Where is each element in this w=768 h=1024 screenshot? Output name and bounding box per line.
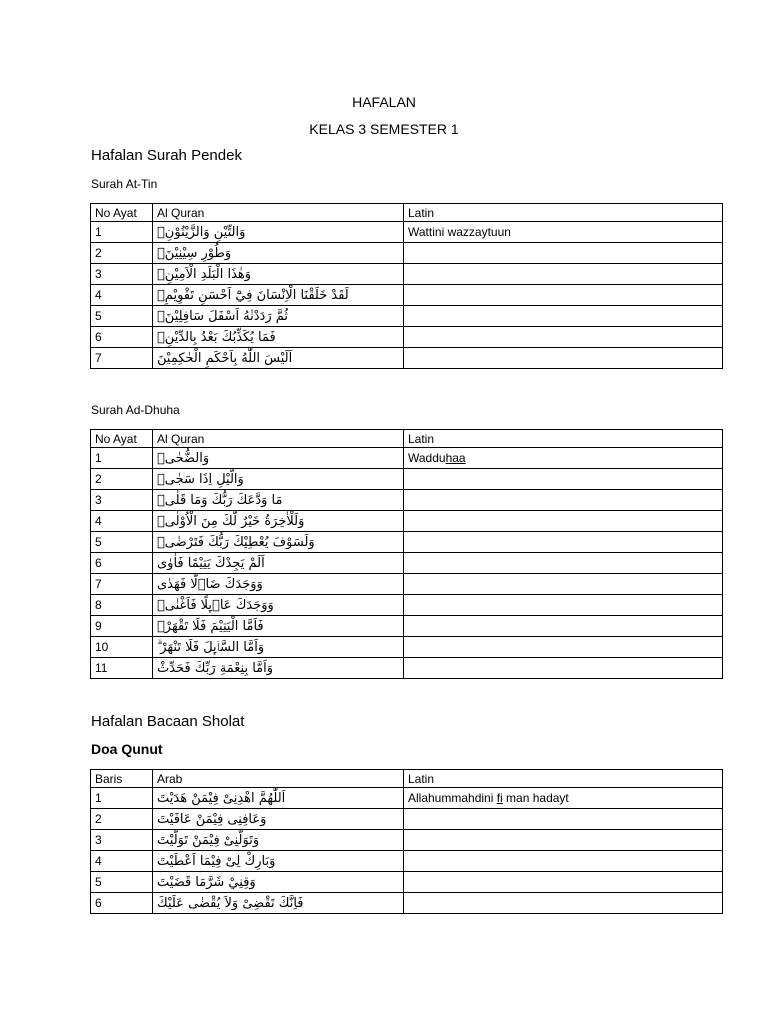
table-row bbox=[91, 809, 723, 830]
column-header: Baris bbox=[91, 770, 153, 788]
table-row bbox=[91, 490, 723, 511]
arabic-line: فَاِنَّكَ تَقْضِىْ وَلاَ يُقْضٰى عَلَيْكَ bbox=[157, 895, 304, 911]
arabic-verse: وَالَّيْلِ اِذَا سَجٰىۙ bbox=[157, 471, 244, 487]
latin-transliteration bbox=[404, 448, 723, 469]
arabic-verse: وَوَجَدَكَ عَاۤىِٕلًا فَاَغْنٰىۗ bbox=[157, 597, 274, 613]
arabic-verse: وَطُوْرِ سِيْنِيْنَۙ bbox=[157, 245, 232, 261]
surah-ad-dhuha-title: Surah Ad-Dhuha bbox=[91, 403, 180, 417]
ayat-number: 2 bbox=[91, 243, 153, 264]
table-header-row bbox=[91, 204, 723, 222]
ayat-number: 3 bbox=[91, 264, 153, 285]
column-header: Al Quran bbox=[153, 430, 404, 448]
line-number: 3 bbox=[91, 830, 153, 851]
line-number: 5 bbox=[91, 872, 153, 893]
page-title: HAFALAN bbox=[352, 94, 416, 110]
ayat-number: 11 bbox=[91, 658, 153, 679]
latin-transliteration bbox=[404, 872, 723, 893]
table-row bbox=[91, 285, 723, 306]
ayat-number: 5 bbox=[91, 306, 153, 327]
table-row bbox=[91, 658, 723, 679]
arabic-verse: اَلَمْ يَجِدْكَ يَتِيْمًا فَاٰوٰى bbox=[157, 555, 265, 571]
table-row bbox=[91, 532, 723, 553]
arabic-verse: وَالتِّيْنِ وَالزَّيْتُوْنِۙ bbox=[157, 224, 246, 240]
table-row bbox=[91, 222, 723, 243]
latin-transliteration bbox=[404, 595, 723, 616]
ayat-number: 10 bbox=[91, 637, 153, 658]
latin-text: Waddu bbox=[408, 451, 446, 465]
latin-transliteration bbox=[404, 893, 723, 914]
line-number: 4 bbox=[91, 851, 153, 872]
latin-transliteration bbox=[404, 327, 723, 348]
arabic-line: وَقِنِيْ شَرَّمَا قَضَيْتَ bbox=[157, 874, 256, 890]
table-row bbox=[91, 448, 723, 469]
arabic-verse: مَا وَدَّعَكَ رَبُّكَ وَمَا قَلٰىۗ bbox=[157, 492, 283, 508]
latin-transliteration bbox=[404, 658, 723, 679]
arabic-verse: وَلَسَوْفَ يُعْطِيْكَ رَبُّكَ فَتَرْضٰىۗ bbox=[157, 534, 315, 550]
latin-text-underlined: haa bbox=[445, 451, 466, 465]
ayat-number: 6 bbox=[91, 327, 153, 348]
latin-text: man hadayt bbox=[502, 791, 569, 805]
table-row bbox=[91, 893, 723, 914]
latin-transliteration bbox=[404, 574, 723, 595]
arabic-verse: فَاَمَّا الْيَتِيْمَ فَلَا تَقْهَرْۗ bbox=[157, 618, 264, 634]
latin-transliteration bbox=[404, 306, 723, 327]
line-number: 2 bbox=[91, 809, 153, 830]
arabic-verse: اَلَيْسَ اللّٰهُ بِاَحْكَمِ الْحٰكِمِيْنَ bbox=[157, 350, 293, 366]
column-header: Al Quran bbox=[153, 204, 404, 222]
table-row bbox=[91, 872, 723, 893]
latin-transliteration bbox=[404, 285, 723, 306]
ayat-number: 1 bbox=[91, 448, 153, 469]
table-row bbox=[91, 851, 723, 872]
table-row bbox=[91, 327, 723, 348]
section-heading-surah-pendek: Hafalan Surah Pendek bbox=[91, 147, 242, 164]
ayat-number: 8 bbox=[91, 595, 153, 616]
table-row bbox=[91, 306, 723, 327]
table-row bbox=[91, 830, 723, 851]
doa-qunut-title: Doa Qunut bbox=[91, 741, 163, 757]
ayat-number: 7 bbox=[91, 348, 153, 369]
table-row bbox=[91, 553, 723, 574]
table-row bbox=[91, 788, 723, 809]
table-row bbox=[91, 348, 723, 369]
table-header-row bbox=[91, 430, 723, 448]
table-row bbox=[91, 574, 723, 595]
ayat-number: 9 bbox=[91, 616, 153, 637]
table-row bbox=[91, 511, 723, 532]
table-header-row bbox=[91, 770, 723, 788]
arabic-verse: وَوَجَدَكَ ضَاۤلًّا فَهَدٰى bbox=[157, 576, 263, 592]
latin-transliteration bbox=[404, 788, 723, 809]
table-row bbox=[91, 469, 723, 490]
ayat-number: 4 bbox=[91, 285, 153, 306]
page-subtitle: KELAS 3 SEMESTER 1 bbox=[309, 121, 459, 137]
arabic-verse: وَهٰذَا الْبَلَدِ الْاَمِيْنِۙ bbox=[157, 266, 252, 282]
arabic-line: وَتَوَلَّنِىْ فِيْمَنْ تَوَلَّيْتَ bbox=[157, 832, 260, 848]
column-header: No Ayat bbox=[91, 430, 153, 448]
arabic-line: اَللّٰهُمَّ اهْدِنِىْ فِيْمَنْ هَدَيْتَ bbox=[157, 790, 286, 806]
column-header: Latin bbox=[404, 770, 723, 788]
surah-ad-dhuha-table bbox=[90, 429, 723, 679]
arabic-verse: ثُمَّ رَدَدْنٰهُ اَسْفَلَ سَافِلِيْنَۙ bbox=[157, 308, 289, 324]
arabic-verse: وَلَلْاٰخِرَةُ خَيْرٌ لَّكَ مِنَ الْاُوْلٰىۗ bbox=[157, 513, 305, 529]
arabic-line: وَبَارِكْ لِىْ فِيْمَا اَعْطَيْتَ bbox=[157, 853, 276, 869]
section-heading-bacaan-sholat: Hafalan Bacaan Sholat bbox=[91, 713, 245, 730]
line-number: 1 bbox=[91, 788, 153, 809]
ayat-number: 6 bbox=[91, 553, 153, 574]
latin-transliteration bbox=[404, 553, 723, 574]
ayat-number: 2 bbox=[91, 469, 153, 490]
ayat-number: 7 bbox=[91, 574, 153, 595]
latin-transliteration bbox=[404, 511, 723, 532]
table-row bbox=[91, 264, 723, 285]
ayat-number: 5 bbox=[91, 532, 153, 553]
doa-qunut-table bbox=[90, 769, 723, 914]
latin-transliteration bbox=[404, 830, 723, 851]
table-row bbox=[91, 616, 723, 637]
arabic-line: وَعَافِنِى فِيْمَنْ عَافَيْتَ bbox=[157, 811, 267, 827]
column-header: No Ayat bbox=[91, 204, 153, 222]
ayat-number: 4 bbox=[91, 511, 153, 532]
arabic-verse: فَمَا يُكَذِّبُكَ بَعْدُ بِالدِّيْنِۗ bbox=[157, 329, 276, 345]
latin-transliteration bbox=[404, 637, 723, 658]
table-row bbox=[91, 243, 723, 264]
arabic-verse: وَاَمَّا السَّاۤىِٕلَ فَلَا تَنْهَرْ ۗ bbox=[157, 639, 265, 655]
latin-text: Allahummahdini bbox=[408, 791, 497, 805]
surah-at-tin-table bbox=[90, 203, 723, 369]
latin-transliteration bbox=[404, 532, 723, 553]
latin-transliteration bbox=[404, 809, 723, 830]
latin-transliteration bbox=[404, 243, 723, 264]
latin-transliteration bbox=[404, 264, 723, 285]
arabic-verse: وَاَمَّا بِنِعْمَةِ رَبِّكَ فَحَدِّثْ bbox=[157, 660, 274, 676]
latin-transliteration bbox=[404, 851, 723, 872]
column-header: Arab bbox=[153, 770, 404, 788]
column-header: Latin bbox=[404, 204, 723, 222]
table-row bbox=[91, 637, 723, 658]
table-row bbox=[91, 595, 723, 616]
line-number: 6 bbox=[91, 893, 153, 914]
latin-transliteration bbox=[404, 348, 723, 369]
latin-transliteration bbox=[404, 490, 723, 511]
ayat-number: 1 bbox=[91, 222, 153, 243]
ayat-number: 3 bbox=[91, 490, 153, 511]
arabic-verse: وَالضُّحٰىۙ bbox=[157, 450, 210, 466]
surah-at-tin-title: Surah At-Tin bbox=[91, 177, 158, 191]
latin-transliteration: Wattini wazzaytuun bbox=[404, 222, 723, 243]
latin-text-underlined: fi bbox=[496, 791, 503, 805]
arabic-verse: لَقَدْ خَلَقْنَا الْاِنْسَانَ فِيْٓ اَحْسَنِ تَقْوِيْمٍۖ bbox=[157, 287, 349, 303]
latin-transliteration bbox=[404, 616, 723, 637]
column-header: Latin bbox=[404, 430, 723, 448]
latin-transliteration bbox=[404, 469, 723, 490]
